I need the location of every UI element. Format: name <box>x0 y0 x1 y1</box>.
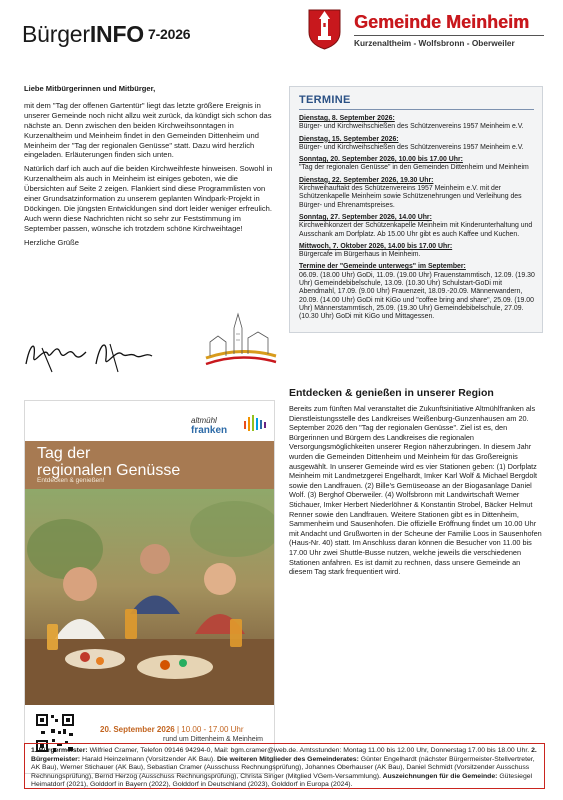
coat-of-arms-icon <box>307 8 342 50</box>
event-date: Sonntag, 27. September 2026, 14.00 Uhr: <box>299 213 432 221</box>
events-title: TERMINE <box>299 94 351 106</box>
event-date: Mittwoch, 7. Oktober 2026, 14.00 bis 17.00 Uhr: <box>299 242 453 250</box>
poster-date-day: 20. September 2026 <box>100 725 175 734</box>
letter-paragraph: mit dem "Tag der offenen Gartentür" liegt das letzte größere Ereignis in unserer Gemeinde noch nicht allzu weit zurück, da kündigt sich schon das nächste an. Denn zwischen den beiden Kirchweihsonntagen in Kurzenaltheim und Meinheim findet in den Gemeinden Dittenheim und Meinheim der "Tag der regionalen Genüsse" statt. Dazu wird herzlich eingeladen. Erläuterungen finden sich unten. <box>24 100 272 160</box>
event-text: Bürger- und Kirchweihschießen des Schützenvereins 1957 Meinheim e.V. <box>299 123 524 131</box>
newsletter-title <box>22 21 190 47</box>
poster-date <box>100 725 244 734</box>
letter-paragraph: Natürlich darf ich auch auf die beiden Kirchweihfeste hinweisen. Sowohl in Kurzenaltheim als auch in Meinheim ist einiges geboten, wie die Übersichten auf Seite 2 zeigen. Flankiert sind diese Programmlisten von einer Grundsatzinformation zu unserem geplanten Windpark-Projekt in Döckingen. Die jüngsten Entwicklungen sind dort leider weniger erfreulich. Auch wenn diese Nachrichten nicht so sehr zur Feststimmung im September passen, wünsche ich trotzdem schöne Kirchweihtage! <box>24 164 273 233</box>
event-text: Bürger- und Kirchweihschießen des Schützenvereins 1957 Meinheim e.V. <box>299 143 524 151</box>
village-sketch-logo <box>200 306 280 376</box>
event-date: Dienstag, 15. September 2026: <box>299 135 399 143</box>
event-text: Bürgercafe im Bürgerhaus in Meinheim. <box>299 251 421 259</box>
footer-label: Auszeichnungen für die Gemeinde: <box>380 772 498 780</box>
event-item <box>299 214 539 239</box>
event-text: Kirchweihauftakt des Schützenvereins 1957 Meinheim e.V. mit der Schützenkapelle Meinheim sowie Schützenehrungen und Verleihung des Bürger- und Ehrenamtspreises. <box>299 185 522 209</box>
municipality-localities: Kurzenaltheim - Wolfsbronn - Oberweiler <box>354 38 515 48</box>
header-divider <box>354 35 544 36</box>
poster-title <box>37 445 180 479</box>
footer-label: 1. Bürgermeister: <box>31 747 88 754</box>
footer-text: Harald Heinzelmann (Vorsitzender AK Bau). <box>80 755 216 763</box>
event-text: 06.09. (18.00 Uhr) GoDi, 11.09. (19.00 Uhr) Frauenstammtisch, 12.09. (19.30 Uhr) Gemeindebibelschule, 13.09. (10.30 Uhr) Schulstart-GoDi mit Abendmahl, 17.09. (9.00 Uhr) Frauenzeit, 18.09.-20.09. Männerwandern, 20.09. (14.00 Uhr) GoDi mit KiGo und "coffee bring and share", 25.09. (19.00 Uhr) Männerstammtisch, 25.09. (19.30 Uhr) Gemeindebibelschule, 27.09. (10.30 Uhr) GoDi mit KiGo und Mittagessen. <box>299 271 535 321</box>
handwritten-signature <box>22 334 192 376</box>
footer-text: Günter Engelhardt (nächster Bürgermeister-Stellvertreter, AK Bau), Werner Stichauer (AK Bau), Sebastian Cramer (Ausschuss Rechnungsprüfung), Johannes Oberhauser (AK Bau), Daniel Schmidt (Vorsitzender Ausschuss Rechnungsprüfung), Bernd Herzog (Ausschuss Rechnungsprüfung), Christa Singer (Mitglied VGem-Versammlung). <box>31 755 535 780</box>
municipality-name: Gemeinde Meinheim <box>354 12 530 32</box>
letter-greeting: Liebe Mitbürgerinnen und Mitbürger, <box>24 84 156 93</box>
event-date: Dienstag, 22. September 2026, 19.30 Uhr: <box>299 176 434 184</box>
event-date: Sonntag, 20. September 2026, 10.00 bis 17.00 Uhr: <box>299 156 463 164</box>
altmuehlfranken-logo <box>179 409 269 435</box>
event-item <box>299 115 539 132</box>
issue-number: 7-2026 <box>147 26 191 42</box>
event-poster <box>24 400 275 774</box>
event-text: Kirchweihkonzert der Schützenkapelle Meinheim mit Kinderunterhaltung und Ausschank am Dorfplatz. Ab 15.00 Uhr gibt es auch Kaffee und Kuchen. <box>299 222 533 238</box>
poster-place: rund um Dittenheim & Meinheim <box>163 736 263 743</box>
footer-text: Gütesiegel Heimatdorf (2021), Golddorf in Bayern (2022), Golddorf in Deutschland (2023), Golddorf in Europa (2024). <box>31 772 533 788</box>
sound-bars-icon <box>243 413 267 433</box>
event-item <box>299 263 539 321</box>
poster-date-time: | 10.00 - 17.00 Uhr <box>176 725 244 734</box>
poster-title-line2: regionalen Genüsse <box>37 462 181 479</box>
logo-text-top: altmühl <box>191 416 217 425</box>
footer-label: Die weiteren Mitglieder des Gemeinderates: <box>215 755 359 763</box>
title-light: Bürger <box>22 21 90 47</box>
logo-text-bottom: franken <box>191 425 228 436</box>
event-item <box>299 156 539 173</box>
article-title: Entdecken & genießen in unserer Region <box>289 387 494 399</box>
event-item <box>299 243 539 260</box>
mayor-letter <box>24 84 274 252</box>
events-divider <box>299 109 534 110</box>
council-info-box <box>24 743 545 789</box>
poster-title-band <box>25 441 274 489</box>
event-item <box>299 177 539 210</box>
poster-subtitle: Entdecken & genießen! <box>37 477 105 484</box>
events-list <box>299 115 539 326</box>
footer-text: Wilfried Cramer, Telefon 09146 94294-0, Mail: bgm.cramer@web.de. Amtsstunden: Montag 11.00 bis 12.00 Uhr, Donnerstag 17.00 bis 18.00 Uhr. <box>87 747 530 754</box>
event-date: Termine der "Gemeinde unterwegs" im September: <box>299 263 466 271</box>
event-date: Dienstag, 8. September 2026: <box>299 115 395 122</box>
title-bold: INFO <box>89 21 144 47</box>
footer-label: 2. Bürgermeister: <box>31 747 537 763</box>
event-item <box>299 136 539 153</box>
article-body: Bereits zum fünften Mal veranstaltet die Zukunftsinitiative Altmühlfranken als Dienstleistungsstelle des Landkreises Weißenburg-Gunzenhausen am 20. September 2026 den "Tag der regionalen Genüsse". Ziel ist es, den Bürgerinnen und Bürgern des Landkreises die regionalen Versorgungsmöglichkeiten unserer Region näherzubringen. In diesem Jahr wurden die Gemeinden Dittenheim und Meinheim für das Großereignis ausgewählt. In unserer Gemeinde wird es vier Stationen geben: (1) Dorfplatz Meinheim mit Landmetzgerei Engelhardt, Imker Karl Wolf & Michael Bergdolt sowie den Landfrauen. (2) Bille's Gemüseoase an der Biogasanlage Daniel Wolf. (3) Berghof Oberweiler. (4) Wolfsbronn mit Landwirtschaft Werner Stichauer, Imker Herbert Niederlöhner & Konstantin Strobel, Bäcker Helmut Renner sowie den Landfrauen. Weitere Stationen gibt es in Dittenheim, Sammenheim und Sausenhofen. Die offizielle Eröffnung findet um 10.00 Uhr mit Andacht und Grußworten in der Scheune der Familie Loos in Sausenhofen (Haus-Nr. 40) statt. Im Anschluss daran können die Besucher von 11.00 bis 17.00 Uhr zwei Shuttle-Busse nutzen, welche jeweils die verschiedenen Stationen anfahren. Es ist damit zu rechnen, dass unsere Gemeinde an diesem Tag stark frequentiert wird. <box>289 404 542 577</box>
event-text: "Tag der regionalen Genüsse" in den Gemeinden Dittenheim und Meinheim <box>299 164 529 172</box>
letter-closing: Herzliche Grüße <box>24 237 79 247</box>
poster-title-line1: Tag der <box>37 445 91 462</box>
poster-photo <box>25 489 274 705</box>
events-box <box>289 86 543 333</box>
